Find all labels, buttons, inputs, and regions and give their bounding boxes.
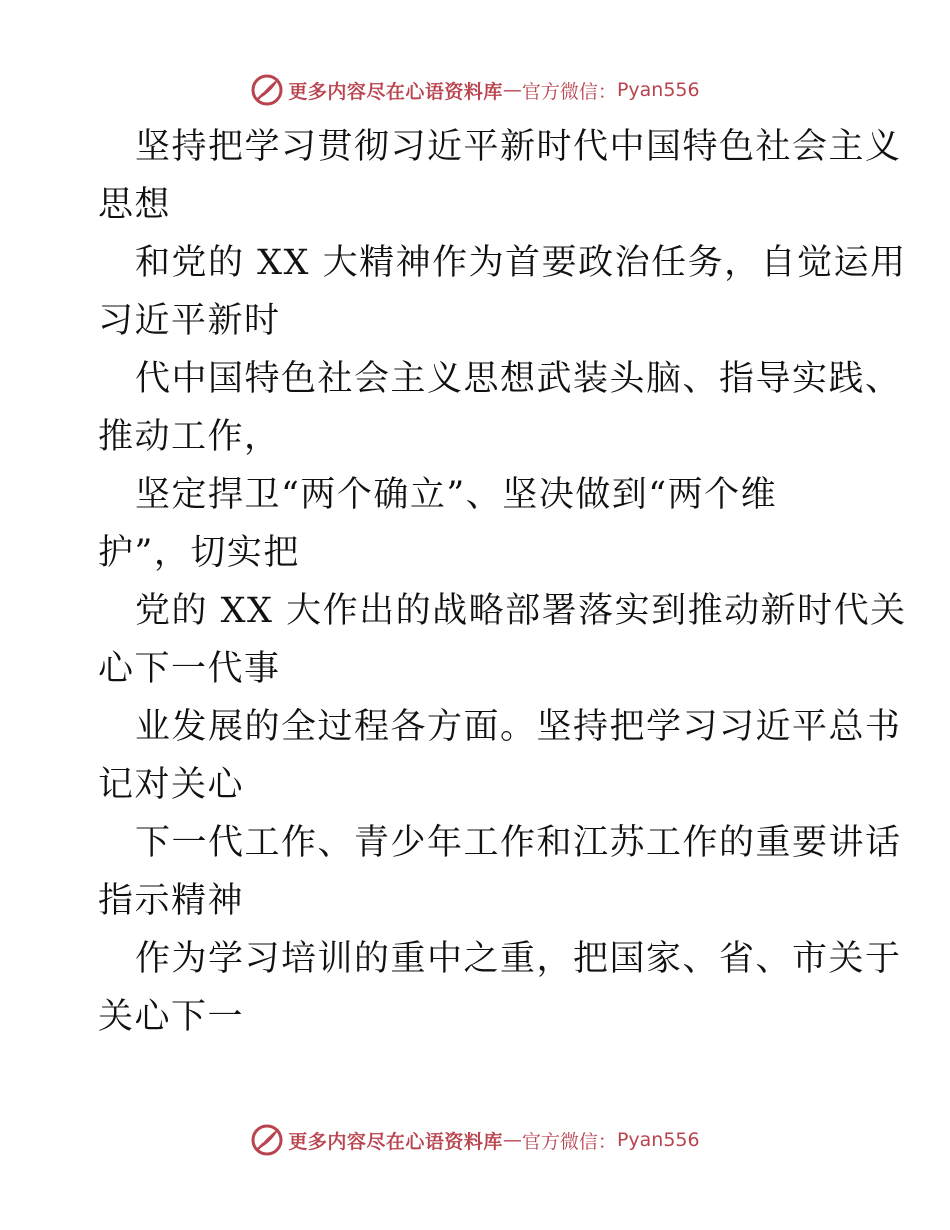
footer-banner: [0, 1120, 950, 1160]
body-line-11: 业发展的全过程各方面。坚持把学习习近平总书: [135, 707, 902, 747]
body-line-6: 推动工作，: [98, 417, 281, 457]
body-line-2: 思想: [98, 185, 172, 225]
body-line-9: 党的 XX 大作出的战略部署落实到推动新时代关: [135, 591, 907, 631]
body-line-10: 心下一代事: [98, 649, 281, 689]
body-line-3: 和党的 XX 大精神作为首要政治任务，自觉运用: [135, 243, 907, 283]
body-line-1: 坚持把学习贯彻习近平新时代中国特色社会主义: [135, 127, 902, 167]
body-line-7: 坚定捍卫“两个确立”、坚决做到“两个维: [135, 475, 778, 515]
footer-brand-text: 更多内容尽在心语资料库: [288, 1130, 503, 1153]
footer-wechat-id: Pyan556: [616, 1129, 700, 1151]
body-line-5: 代中国特色社会主义思想武装头脑、指导实践、: [135, 359, 902, 399]
body-line-14: 指示精神: [98, 881, 245, 921]
header-brand-text: 更多内容尽在心语资料库: [288, 80, 503, 103]
footer-wechat-label: 官方微信：: [521, 1130, 617, 1153]
header-banner: [0, 70, 950, 110]
header-dash: —: [502, 79, 522, 101]
document-body: [98, 118, 907, 1046]
body-line-15: 作为学习培训的重中之重，把国家、省、市关于: [135, 939, 902, 979]
body-line-12: 记对关心: [98, 765, 245, 805]
footer-dash: —: [502, 1129, 522, 1151]
header-wechat-label: 官方微信：: [521, 80, 617, 103]
body-line-16: 关心下一: [98, 997, 245, 1037]
body-line-13: 下一代工作、青少年工作和江苏工作的重要讲话: [135, 823, 902, 863]
header-wechat-id: Pyan556: [616, 79, 700, 101]
quill-logo-icon: [250, 1123, 284, 1157]
quill-logo-icon: [250, 73, 284, 107]
body-line-8: 护”，切实把: [98, 533, 300, 573]
body-line-4: 习近平新时: [98, 301, 281, 341]
